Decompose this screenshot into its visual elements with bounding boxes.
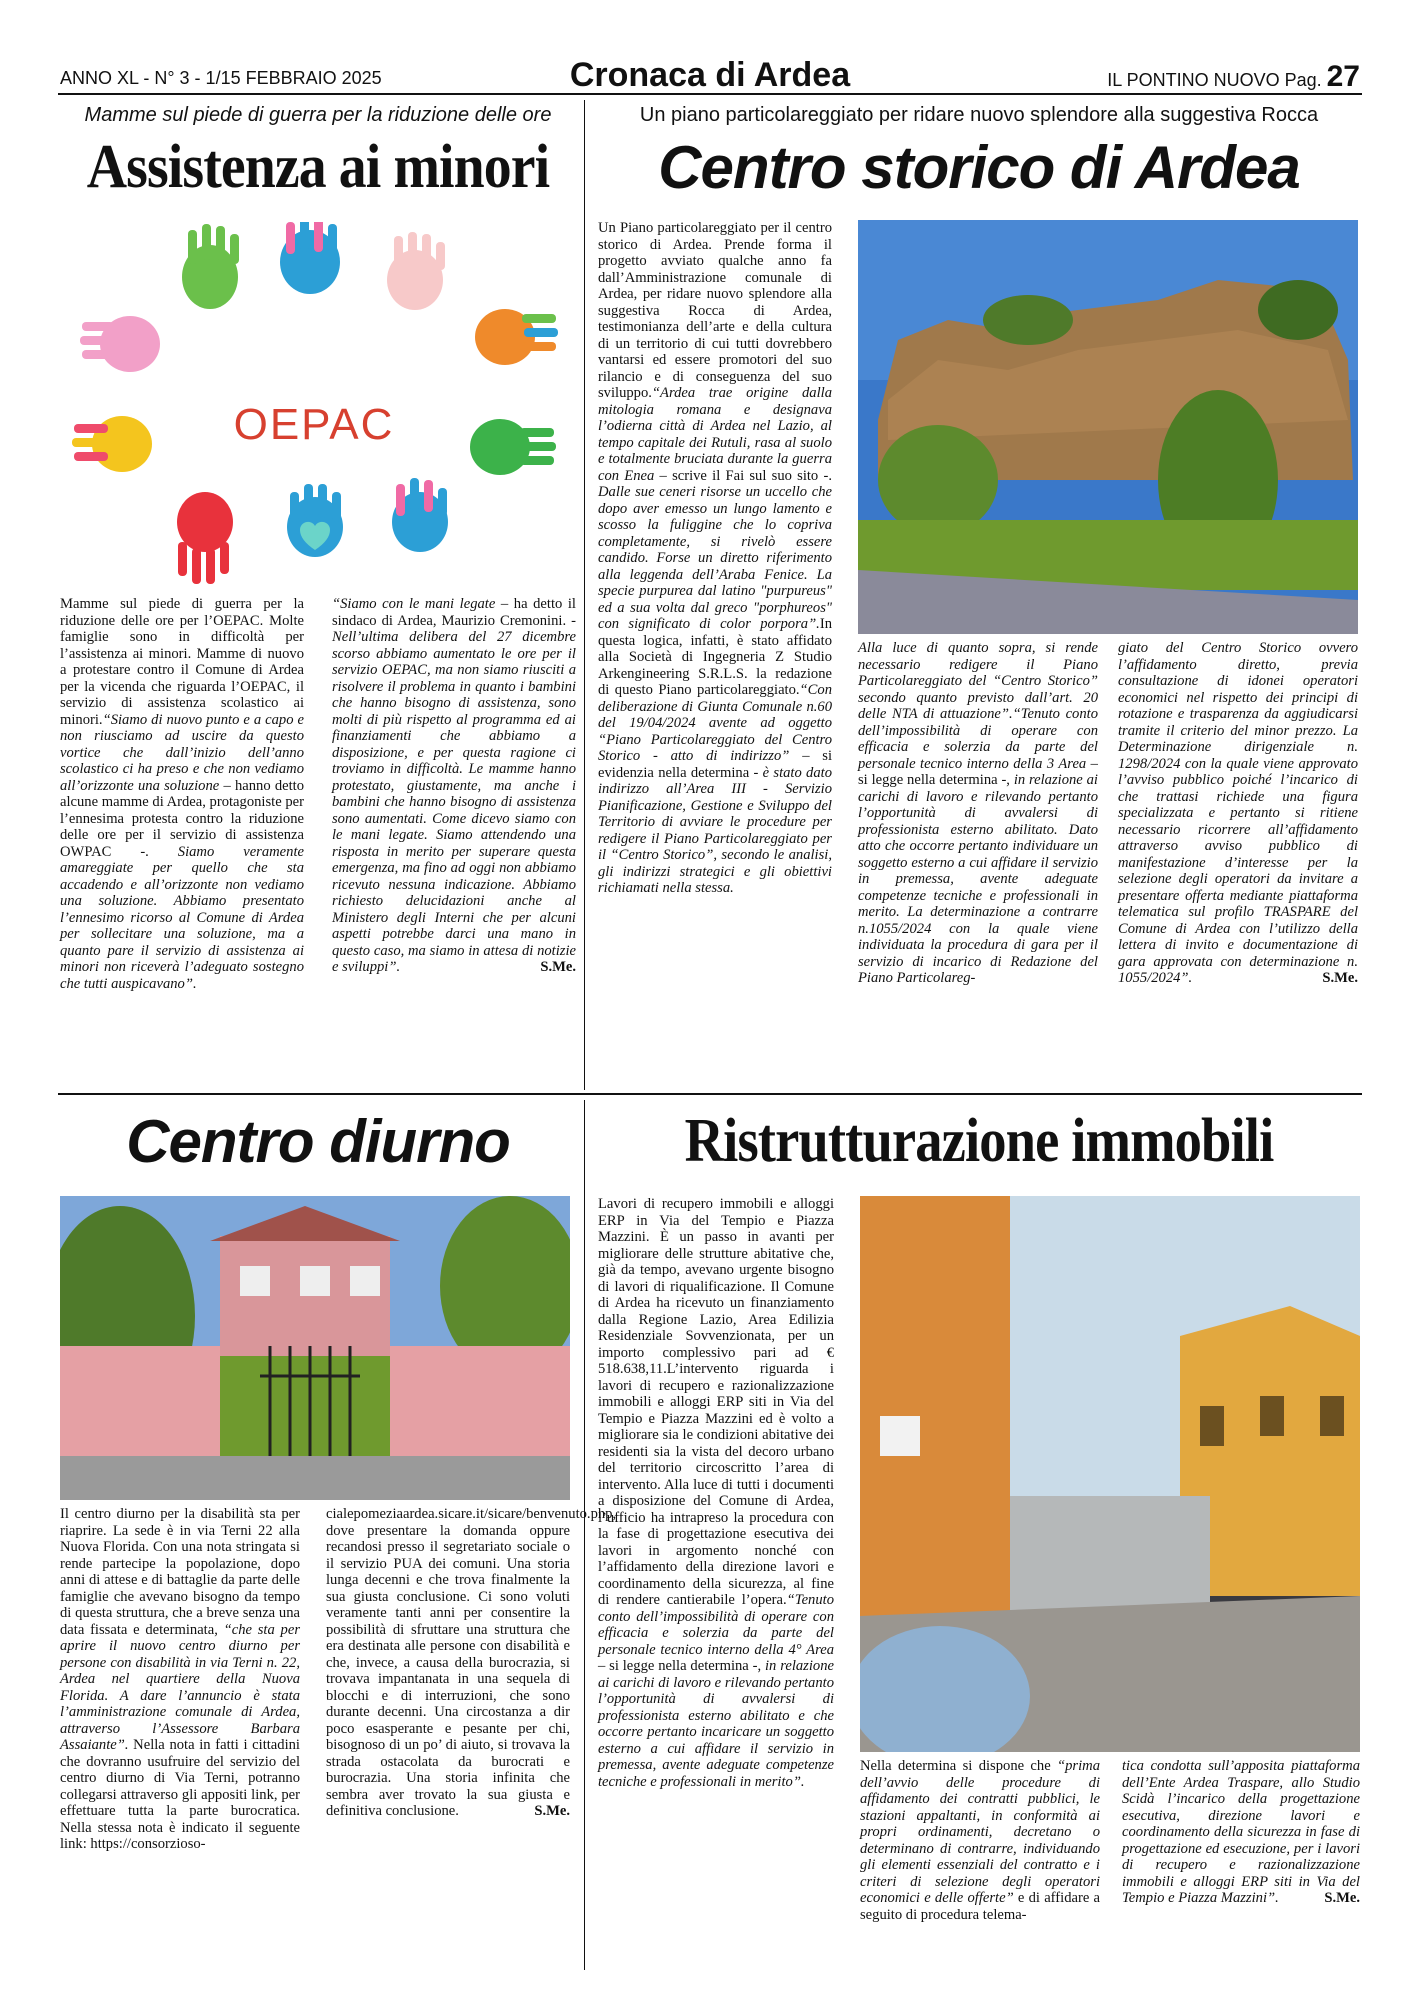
text-segment: – si legge nella determina -,: [858, 755, 1098, 788]
art1-column-2: [332, 596, 576, 976]
text-segment: Il centro diurno per la disabilità sta per riaprire. La sede è in via Terni 22 alla Nuova Florida. Con una nota stringata si rende partecipe la popolazione, dopo anni di attese e di battaglie da parte delle famiglie che avevano bisogno da tempo di questa struttura, che a breve senza una data fissata e determinata,: [60, 1506, 300, 1638]
text-segment: Nell’ultima delibera del 27 dicembre scorso abbiamo aumentato le ore per il servizio OEPAC, ma non siamo riusciti a risolvere il problema in quanto i bambini che hanno bisogno di assistenza, sono molti di più rispetto al programma ed ai finanziamenti che abbiamo a disposizione, e per questa ragione ci troviamo in difficoltà. Le mamme hanno protestato, giustamente, ma anche i bambini che hanno bisogno di assistenza sono aumentati. Come dicevo siamo con le mani legate. Siamo attendendo una risposta in merito per superare questa emergenza, ma fino ad oggi non abbiamo ricevuto nessuna indicazione. Abbiamo richiesto delucidazioni anche al Ministero degli Interni che per alcuni aspetti potrebbe darci una mano in questo caso, ma siamo in attesa di notizie e sviluppi”.: [332, 629, 576, 975]
art4-column-2: [860, 1758, 1100, 1923]
art2-column-1: [598, 220, 832, 897]
art4-col3-text: [1122, 1758, 1360, 1907]
text-segment: “Siamo con le mani legate: [332, 596, 496, 612]
art3-col1-text: [60, 1506, 300, 1853]
text-segment: “Ardea trae origine dalla mitologia romana e designava l’odierna città di Ardea nel Lazio, al tempo capitale dei Rutuli, rasa al suolo e totalmente bruciata durante la guerra con Enea: [598, 385, 832, 484]
art1-col1-text: [60, 596, 304, 992]
art1-title: Assistenza ai minori: [86, 133, 550, 201]
column-rule-top: [584, 100, 585, 1090]
text-segment: Dalle sue ceneri risorse un uccello che dopo aver emesso un lungo lamento e scosso la fuliggine che lo copriva completamente, si rivelò essere candido. Forse un diretto riferimento alla leggenda dell’Araba Fenice. La specie purpurea dal latino "purpureus" ed a sua volta dal greco "porphureos" con significato di color porpora”.: [598, 484, 832, 632]
issue-info: ANNO XL - N° 3 - 1/15 FEBBRAIO 2025: [60, 68, 382, 88]
text-segment: in relazione ai carichi di lavoro e rilevando pertanto l’opportunità di avvalersi di professionista esterno abilitato e che occorre pertanto incaricare un soggetto esterno a cui affidare il servizio in premessa, avente adeguate competenze tecniche e professionali in merito”.: [598, 1658, 834, 1790]
art2-col3-text: [1118, 640, 1358, 987]
text-segment: tica condotta sull’apposita piattaforma dell’Ente Ardea Traspare, allo Studio Scidà l’incarico della progettazione esecutiva, direzione lavori e coordinamento della sicurezza in fase di progettazione ed esecuzione, per i lavori di recupero e razionalizzazione immobili e alloggi ERP siti in Via del Tempio e Piazza Mazzini”.: [1122, 1758, 1360, 1906]
text-segment: Lavori di recupero immobili e alloggi ERP in Via del Tempio e Piazza Mazzini. È un passo in avanti per migliorare delle strutture abitative che, già da tempo, avevano urgente bisogno di lavori di riqualificazione. Il Comune di Ardea ha ricevuto un finanziamento dalla Regione Lazio, Area Edilizia Residenziale Sovvenzionata, per un importo complessivo pari ad € 518.638,11.L’intervento riguarda i lavori di recupero e razionalizzazione immobili e alloggi ERP siti in Via del Tempio e Piazza Mazzini ed è volto a migliorare sia le condizioni abitative dei residenti sia la vista del decoro urbano del territorio circoscritto l’area di intervento. Alla luce di tutti i documenti a disposizione del Comune di Ardea, l’ufficio ha intrapreso la procedura con la fase di progettazione esecutiva dei lavori in argomento nonché con l’affidamento della direzione lavori e coordinamento della sicurezza, al fine di rendere cantierabile l’opera.: [598, 1196, 834, 1608]
text-segment: “Tenuto conto dell’impossibilità di operare con efficacia e solerzia da parte del personale tecnico interno della 3 Area: [858, 706, 1098, 772]
rocca-photo: [858, 220, 1358, 634]
text-segment: giato del Centro Storico ovvero l’affidamento diretto, previa consultazione di idonei operatori economici nel rispetto dei principi di rotazione e trasparenza da aggiudicarsi tramite il criterio del minor prezzo. La Determinazione dirigenziale n. 1298/2024 con la quale viene approvato l’avviso pubblico poiché l’incarico di che trattasi richiede una figura specializzata e pertanto si ritiene necessario ricorrere all’affidamento attraverso avviso pubblico di manifestazione d’interesse per la selezione degli operatori da invitare a presentare offerta mediante piattaforma telematica sul profilo TRASPARE del Comune di Ardea con l’utilizzo della lettera di invito e documentazione di gara approvata con determinazione n. 1055/2024”.: [1118, 640, 1358, 986]
author-signature: S.Me.: [534, 1803, 570, 1819]
text-segment: cialepomeziaardea.sicare.it/sicare/benvenuto.php, dove presentare la domanda oppure recandosi presso il segretariato sociale o il servizio PUA dei comuni. Una storia lunga decenni e che trova finalmente la sua giusta conclusione. Ci sono voluti veramente tanti anni per consentire la possibilità di sfruttare una struttura che era destinata alle persone con disabilità e che, invece, a causa della burocrazia, si trovava impantanata in una sequela di blocchi e di interruzioni, che sono durante decenni. Una circostanza a dir poco esasperante e pesante per chi, bisognoso di un po’ di aiuto, si trovava la strada ostacolata da burocrati e burocrazia. Una storia infinita che sembra aver trovato la sua giusta e definitiva conclusione.: [326, 1506, 617, 1819]
text-segment: “che sta per aprire il nuovo centro diurno per persone con disabilità in via Terni n. 22, Ardea nel quartiere della Nuova Florida. A dare l’annuncio è stata l’amministrazione comunale di Ardea, attraverso l’Assessore Barbara Assaiante”.: [60, 1621, 300, 1753]
art4-column-1: [598, 1196, 834, 1790]
art2-col1-text: [598, 220, 832, 897]
text-segment: In questa logica, infatti, è stato affidato alla Società di Ingegneria Z Studio Arkengineering S.R.L.S. la redazione di questo Piano particolareggiato.: [598, 616, 832, 698]
column-rule-bottom: [584, 1100, 585, 1970]
ristrutturazione-photo: [860, 1196, 1360, 1752]
art1-kicker: Mamme sul piede di guerra per la riduzione delle ore: [84, 104, 552, 126]
paper-name: IL PONTINO NUOVO Pag.: [1107, 70, 1322, 90]
art2-kicker: Un piano particolareggiato per ridare nuovo splendore alla suggestiva Rocca: [639, 104, 1319, 126]
art1-col2-text: [332, 596, 576, 976]
text-segment: Siamo veramente amareggiate per quello che sta accadendo e all’orizzonte non vediamo una soluzione. Abbiamo presentato l’ennesimo ricorso al Comune di Ardea per sollecitare una soluzione, ma a quanto pare il servizio di assistenza ai minori non riceverà l’adeguato sostegno che tutti auspicavano”.: [60, 843, 304, 992]
text-segment: – si legge nella determina -,: [598, 1658, 765, 1674]
oepac-image: [60, 222, 568, 590]
art2-column-3: [1118, 640, 1358, 987]
house-illustration: [60, 1196, 570, 1500]
centro-diurno-photo: [60, 1196, 570, 1500]
author-signature: S.Me.: [1322, 970, 1358, 986]
text-segment: “Siamo di nuovo punto e a capo e non riusciamo ad uscire da questo vortice che dall’inizio dell’anno scolastico ci ha preso e che non vediamo all’orizzonte una soluzione: [60, 711, 304, 794]
rocca-illustration: [858, 220, 1358, 634]
text-segment: “Con deliberazione di Giunta Comunale n.60 del 19/04/2024 avente ad oggetto “Piano Particolareggiato del Centro Storico - atto di indirizzo”: [598, 682, 832, 764]
header-rule: [58, 93, 1362, 95]
text-segment: è stato dato indirizzo all’Area III - Servizio Pianificazione, Gestione e Sviluppo del Territorio di avviare le procedure per redigere il Piano Particolareggiato per il “Centro Storico”, secondo le analisi, gli indirizzi strategici e gli obiettivi richiamati nella stessa.: [598, 764, 832, 896]
oepac-logo-text: OEPAC: [233, 400, 395, 449]
art2-column-2: [858, 640, 1098, 987]
text-segment: – scrive il Fai sul suo sito -.: [654, 467, 832, 484]
buildings-illustration: [860, 1196, 1360, 1752]
art4-column-3: [1122, 1758, 1360, 1907]
text-segment: “prima dell’avvio delle procedure di affidamento dei contratti pubblici, le stazioni appaltanti, in conformità ai propri ordinamenti, decretano o determinano di contrarre, individuando gli elementi essenziali del contratto e i criteri di selezione degli operatori economici e delle offerte”: [860, 1758, 1100, 1906]
art2-title: Centro storico di Ardea: [658, 134, 1300, 201]
section-title-text: Cronaca di Ardea: [569, 56, 851, 94]
text-segment: Mamme sul piede di guerra per la riduzione delle ore per l’OEPAC. Molte famiglie sono in difficoltà per l’assistenza ai minori. Mamme di nuovo a protestare contro il Comune di Ardea per la vicenda che riguarda l’OEPAC, il servizio di assistenza scolastico ai minori.: [60, 596, 304, 728]
text-segment: – ha detto il sindaco di Ardea, Maurizio Cremonini. -: [332, 596, 576, 629]
author-signature: S.Me.: [1324, 1890, 1360, 1906]
text-segment: Nella nota in fatti i cittadini che dovranno usufruire del servizio del centro diurno di Via Terni, potranno collegarsi attraverso gli appositi link, per effettuare tutta la parte burocratica. Nella stessa nota è indicato il seguente link: https://consorzioso-: [60, 1737, 300, 1852]
text-segment: “Tenuto conto dell’impossibilità di operare con efficacia e solerzia da parte del personale tecnico interno della 4° Area: [598, 1592, 834, 1658]
art1-column-1: [60, 596, 304, 992]
art3-column-2: [326, 1506, 617, 1820]
text-segment: – hanno detto alcune mamme di Ardea, protagoniste per l’ennesima protesta contro la riduzione delle ore per il servizio di assistenza OWPAC -.: [60, 777, 304, 860]
section-rule: [58, 1093, 1362, 1095]
text-segment: Nella determina si dispone che: [860, 1758, 1058, 1774]
text-segment: e di affidare a seguito di procedura telema-: [860, 1890, 1101, 1923]
author-signature: S.Me.: [540, 959, 576, 975]
art4-col1-text: [598, 1196, 834, 1790]
art3-col2-text: [326, 1506, 617, 1820]
text-segment: in relazione ai carichi di lavoro e rilevando pertanto l’opportunità di avvalersi di professionista esterno abilitato. Dato atto che occorre pertanto individuare un soggetto esterno a cui affidare il servizio in premessa, avente adeguate competenze tecniche e professionali in merito. La determinazione a contrarre n.1055/2024 con la quale viene individuata la procedura di gara per il servizio di incarico di Redazione del Piano Particolareg-: [858, 772, 1098, 986]
art4-title: Ristrutturazione immobili: [684, 1107, 1274, 1175]
art2-col2-text: [858, 640, 1098, 987]
page-number: 27: [1326, 60, 1360, 93]
art4-col2-text: [860, 1758, 1100, 1923]
text-segment: Alla luce di quanto sopra, si rende necessario redigere il Piano Particolareggiato del “Centro Storico” secondo quanto previsto dall’art. 20 delle NTA di attuazione”.: [858, 640, 1098, 722]
paper-info: [1107, 60, 1360, 94]
text-segment: Un Piano particolareggiato per il centro storico di Ardea. Prende forma il progetto avviato qualche anno fa dall’Amministrazione comunale di Ardea, per ridare nuovo splendore alla suggestiva Rocca di Ardea, testimonianza dell’arte e della cultura di un territorio di cui tutti dovrebbero vantarsi ed essere promotori del suo rilancio e di conseguenza del suo sviluppo.: [598, 220, 832, 401]
text-segment: – si evidenzia nella determina -: [598, 748, 832, 781]
art3-title: Centro diurno: [126, 1108, 510, 1175]
art3-column-1: [60, 1506, 300, 1853]
